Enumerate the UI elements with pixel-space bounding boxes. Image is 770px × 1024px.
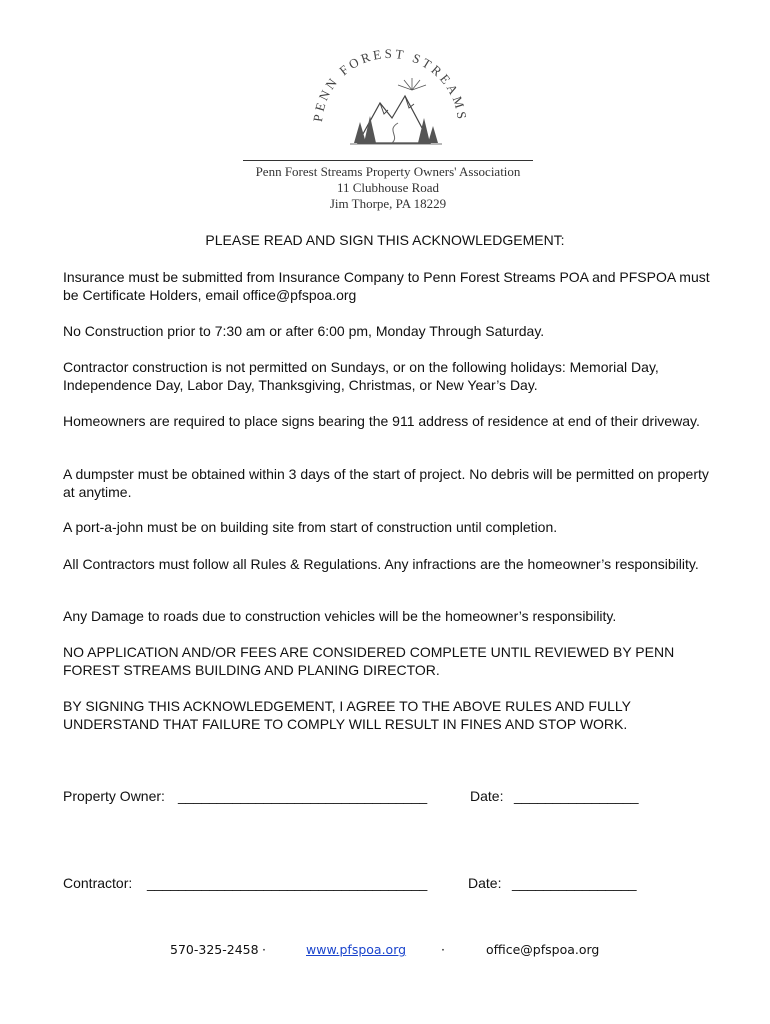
rule-construction-hours: No Construction prior to 7:30 am or after 6:00 pm, Monday Through Saturday. (63, 323, 545, 339)
acknowledgement-heading: PLEASE READ AND SIGN THIS ACKNOWLEDGEMENT: (205, 232, 565, 248)
owner-label: Property Owner: (63, 788, 165, 804)
rule-address-signs: Homeowners are required to place signs bearing the 911 address of residence at end of their driveway. (63, 413, 700, 429)
owner-signature-line[interactable]: ________________________________ (178, 788, 428, 804)
footer-email: office@pfspoa.org (486, 942, 600, 957)
owner-date-line[interactable]: ________________ (514, 788, 639, 804)
pine-trees-icon (354, 116, 438, 143)
rule-road-damage: Any Damage to roads due to construction vehicles will be the homeowner’s responsibility. (63, 608, 617, 624)
penn-forest-streams-logo (300, 48, 480, 158)
footer-website-link[interactable]: www.pfspoa.org (306, 942, 407, 957)
sun-rays-icon (398, 78, 426, 90)
owner-date-label: Date: (470, 788, 504, 804)
association-name: Penn Forest Streams Property Owners' Association (255, 164, 521, 179)
footer-separator: · (262, 942, 266, 957)
notice-agreement: BY SIGNING THIS ACKNOWLEDGEMENT, I AGREE TO THE ABOVE RULES AND FULLY UNDERSTAND THAT FAILURE TO COMPLY WILL RESULT IN FINES AND STOP WORK. (63, 698, 631, 732)
logo-arc-text: PENN FOREST STREAMS (310, 48, 470, 123)
contractor-date-label: Date: (468, 875, 502, 891)
header-rule (243, 160, 533, 161)
association-street: 11 Clubhouse Road (336, 180, 440, 195)
rule-holidays: Contractor construction is not permitted on Sundays, or on the following holidays: Memorial Day, Independence Day, Labor Day, Thanksgiving, Christmas, or New Year’s Day. (63, 359, 659, 393)
notice-application-review: NO APPLICATION AND/OR FEES ARE CONSIDERED COMPLETE UNTIL REVIEWED BY PENN FOREST STREAMS BUILDING AND PLANING DIRECTOR. (63, 644, 675, 678)
rule-dumpster: A dumpster must be obtained within 3 days of the start of project. No debris will be permitted on property at anytime. (63, 466, 709, 500)
rule-insurance: Insurance must be submitted from Insurance Company to Penn Forest Streams POA and PFSPOA must be Certificate Holders, email office@pfspoa.org (63, 269, 710, 303)
contractor-label: Contractor: (63, 875, 133, 891)
footer-separator: · (441, 942, 445, 957)
contractor-date-line[interactable]: ________________ (512, 875, 637, 891)
stream-icon (392, 123, 398, 143)
association-city: Jim Thorpe, PA 18229 (329, 196, 447, 211)
footer-phone: 570-325-2458 (170, 942, 259, 957)
svg-text:PENN FOREST STREAMS (310, 48, 470, 123)
rule-contractor-regulations: All Contractors must follow all Rules & Regulations. Any infractions are the homeowner’s responsibility. (63, 556, 699, 572)
rule-port-a-john: A port-a-john must be on building site from start of construction until completion. (63, 519, 558, 535)
contractor-signature-line[interactable]: ____________________________________ (147, 875, 428, 891)
